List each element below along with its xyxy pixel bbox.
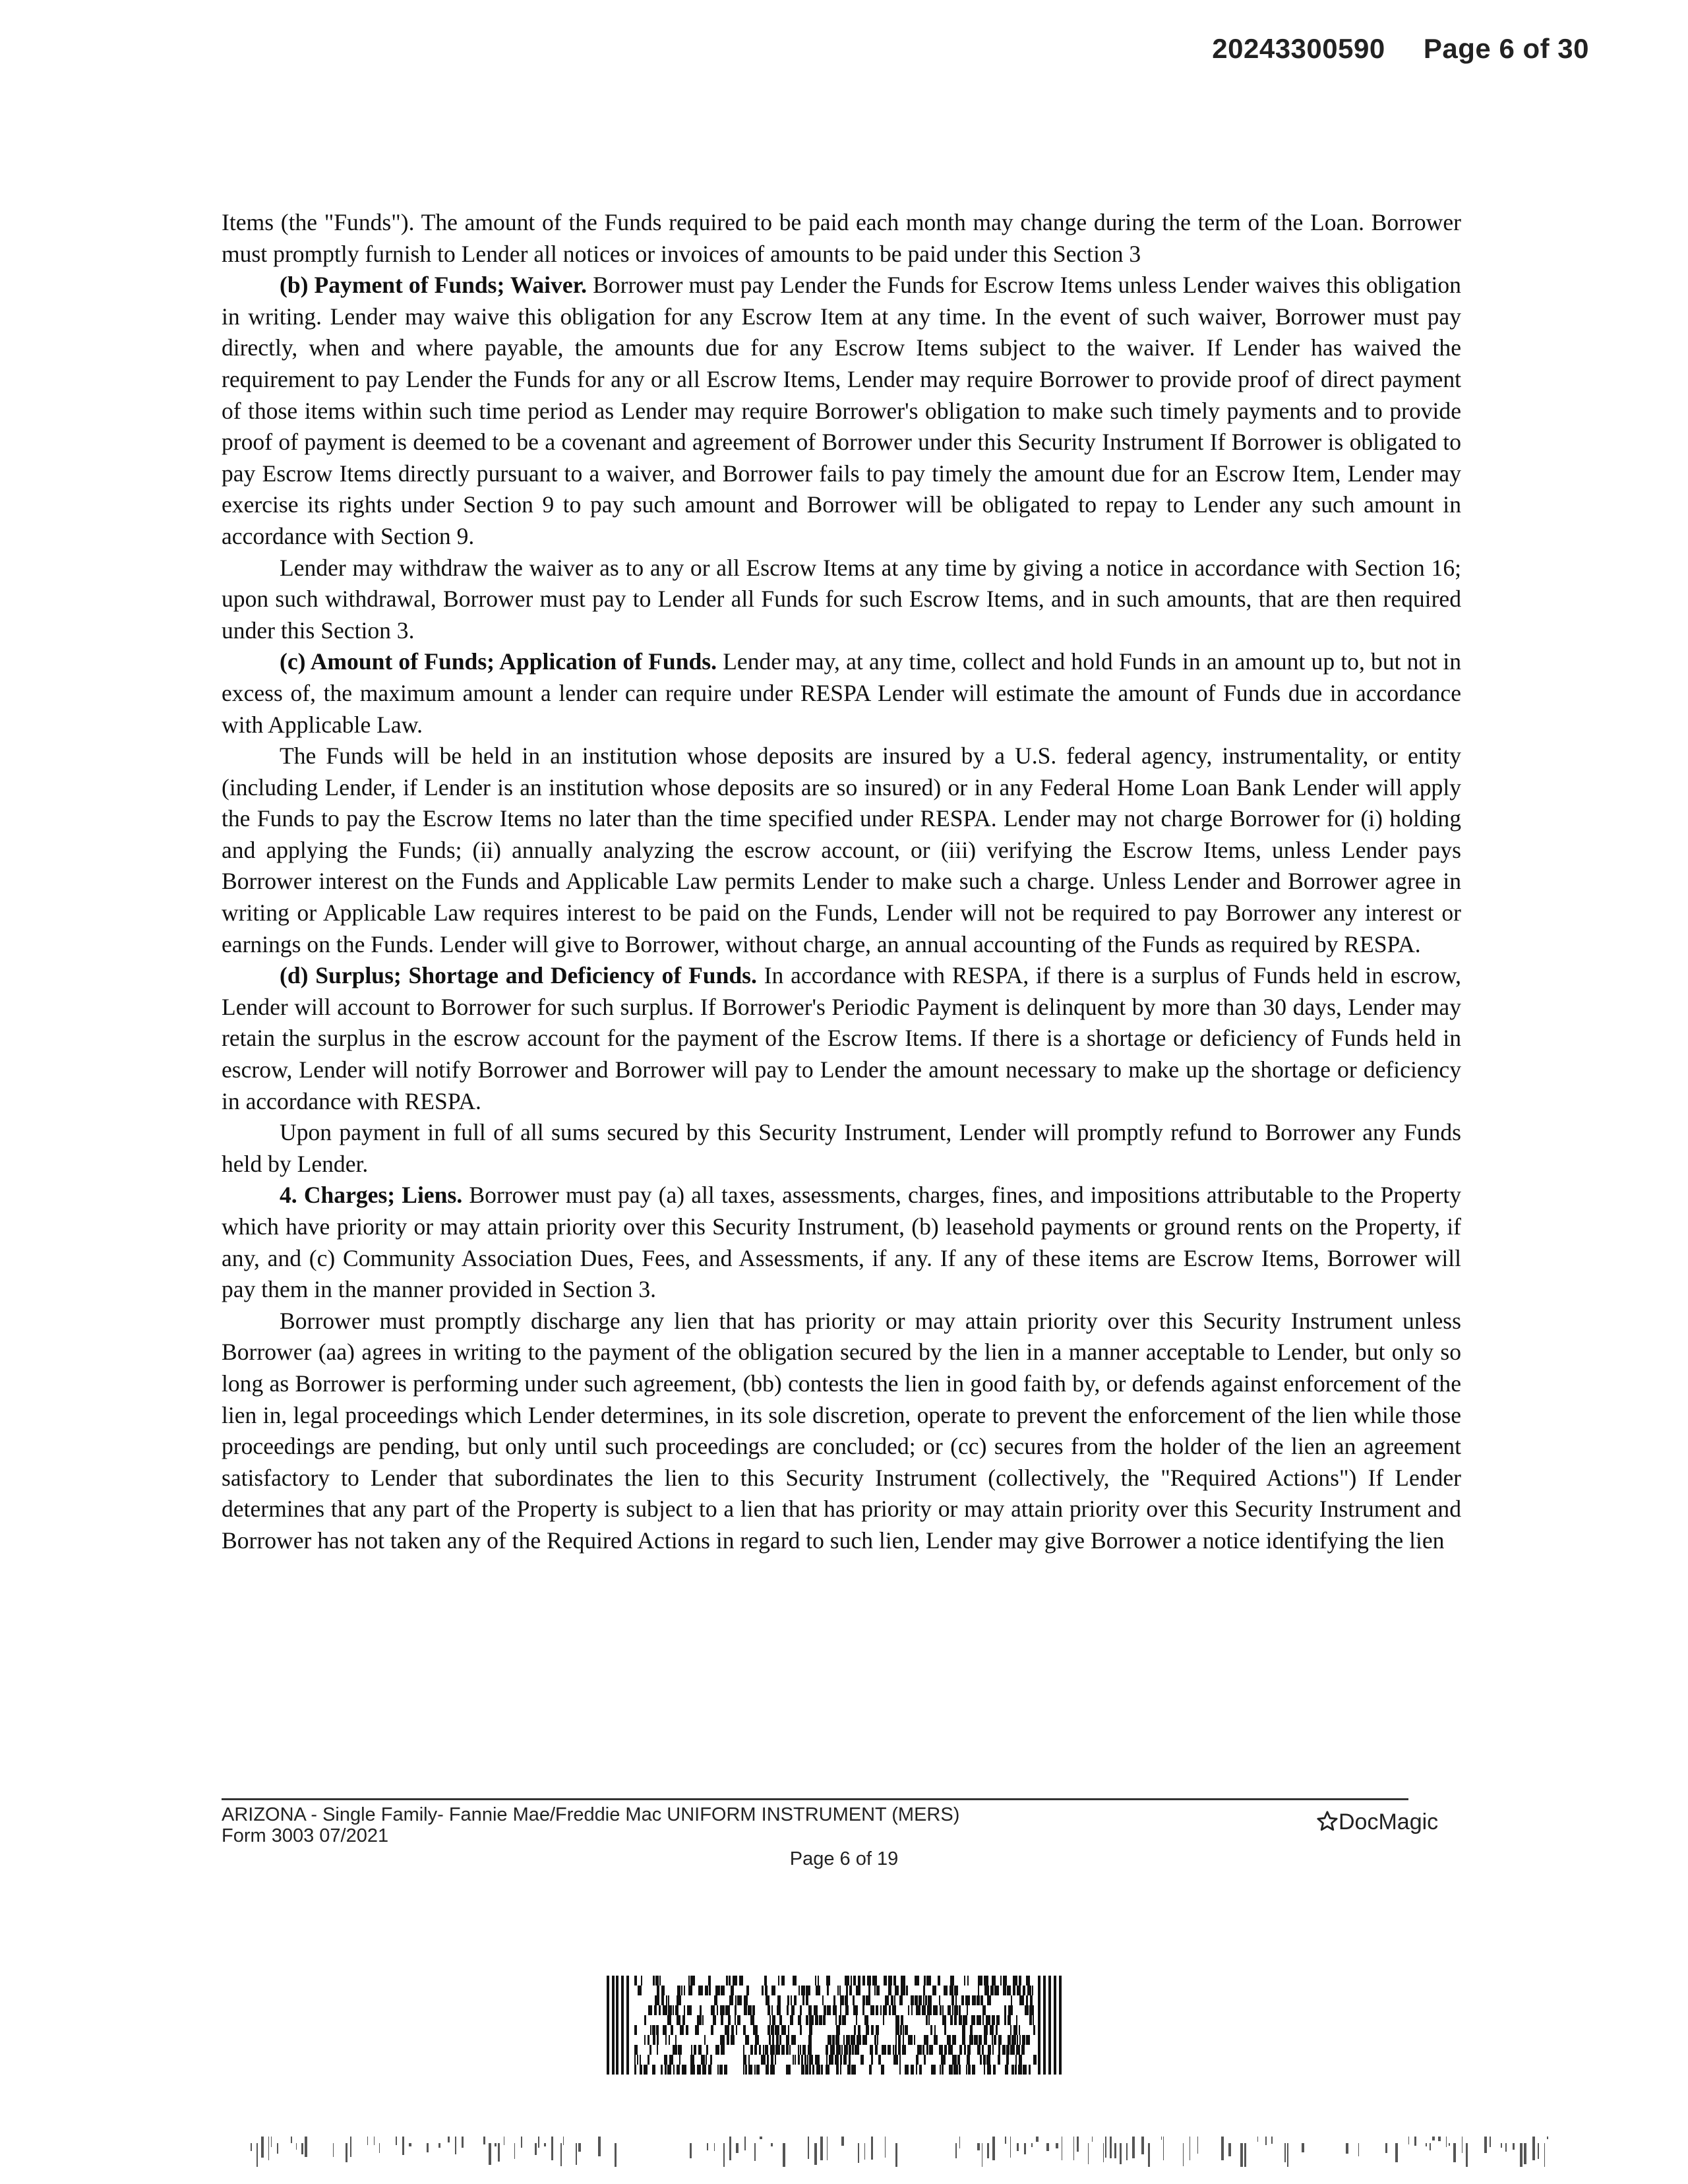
- paragraph: [222, 553, 1461, 647]
- footer-page-number: Page 6 of 19: [789, 1848, 899, 1869]
- barcode-icon: [607, 1976, 1062, 2075]
- section-heading: (d) Surplus; Shortage and Deficiency of Funds.: [280, 962, 757, 989]
- footer-form-info: [222, 1804, 959, 1846]
- paragraph-text: Upon payment in full of all sums secured by this Security Instrument, Lender will promptly refund to Borrower any Funds held by Lender.: [222, 1119, 1461, 1177]
- paragraph-text: The Funds will be held in an institution whose deposits are insured by a U.S. federal agency, instrumentality, or entity (including Lender, if Lender is an institution whose deposits are so insured) or in any Federal Home Loan Bank Lender will apply the Funds to pay the Escrow Items no later than the time specified under RESPA. Lender may not charge Borrower for (i) holding and applying the Funds; (ii) annually analyzing the escrow account, or (iii) verifying the Escrow Items, unless Lender pays Borrower interest on the Funds and Applicable Law permits Lender to make such a charge. Unless Lender and Borrower agree in writing or Applicable Law requires interest to be paid on the Funds, Lender will not be required to pay Borrower any interest or earnings on the Funds. Lender will give to Borrower, without charge, an annual accounting of the Funds as required by RESPA.: [222, 743, 1461, 957]
- paragraph: [222, 960, 1461, 1117]
- form-number: Form 3003 07/2021: [222, 1825, 389, 1846]
- footer-divider: [222, 1798, 1408, 1800]
- form-title: ARIZONA - Single Family- Fannie Mae/Freddie Mac UNIFORM INSTRUMENT (MERS): [222, 1804, 960, 1825]
- scan-artifact-strip: [251, 2134, 1556, 2167]
- paragraph-text: Items (the "Funds"). The amount of the Funds required to be paid each month may change during the term of the Loan. Borrower must promptly furnish to Lender all notices or invoices of amounts to be paid under this Section 3: [222, 209, 1461, 267]
- section-heading: (c) Amount of Funds; Application of Funds.: [280, 648, 717, 675]
- paragraph: [222, 1117, 1461, 1180]
- paragraph-text: Borrower must pay (a) all taxes, assessments, charges, fines, and impositions attributable to the Property which have priority or may attain priority over this Security Instrument, (b) leasehold payments or ground rents on the Property, if any, and (c) Community Association Dues, Fees, and Assessments, if any. If any of these items are Escrow Items, Borrower will pay them in the manner provided in Section 3.: [222, 1182, 1461, 1303]
- docmagic-logo: [1316, 1809, 1438, 1835]
- paragraph: [222, 741, 1461, 960]
- paragraph-text: Lender may, at any time, collect and hold Funds in an amount up to, but not in excess of, the maximum amount a lender can require under RESPA Lender will estimate the amount of Funds due in accordance with Applicable Law.: [222, 648, 1461, 738]
- paragraph: [222, 270, 1461, 552]
- logo-text: DocMagic: [1339, 1809, 1439, 1835]
- document-number: 20243300590: [1212, 33, 1385, 64]
- document-body: [222, 207, 1461, 1557]
- paragraph-text: Borrower must pay Lender the Funds for Escrow Items unless Lender waives this obligation in writing. Lender may waive this obligation for any Escrow Item at any time. In the event of such waiver, Borrower must pay directly, when and where payable, the amounts due for any Escrow Items subject to the waiver. If Lender has waived the requirement to pay Lender the Funds for any or all Escrow Items, Lender may require Borrower to provide proof of direct payment of those items within such time period as Lender may require Borrower's obligation to make such timely payments and to provide proof of payment is deemed to be a covenant and agreement of Borrower under this Security Instrument If Borrower is obligated to pay Escrow Items directly pursuant to a waiver, and Borrower fails to pay timely the amount due for an Escrow Item, Lender may exercise its rights under Section 9 to pay such amount and Borrower will be obligated to repay to Lender any such amount in accordance with Section 9.: [222, 272, 1461, 549]
- paragraph: [222, 1180, 1461, 1305]
- section-heading: (b) Payment of Funds; Waiver.: [280, 272, 588, 299]
- header-page-label: Page 6 of 30: [1423, 33, 1589, 64]
- paragraph-text: Borrower must promptly discharge any lien that has priority or may attain priority over this Security Instrument unless Borrower (aa) agrees in writing to the payment of the obligation secured by the lien in a manner acceptable to Lender, but only so long as Borrower is performing under such agreement, (bb) contests the lien in good faith by, or defends against enforcement of the lien in, legal proceedings which Lender determines, in its sole discretion, operate to prevent the enforcement of the lien while those proceedings are pending, but only until such proceedings are concluded; or (cc) secures from the holder of the lien an agreement satisfactory to Lender that subordinates the lien to this Security Instrument (collectively, the "Required Actions") If Lender determines that any part of the Property is subject to a lien that has priority or may attain priority over this Security Instrument and Borrower has not taken any of the Required Actions in regard to such lien, Lender may give Borrower a notice identifying the lien: [222, 1307, 1461, 1554]
- paragraph: [222, 646, 1461, 741]
- star-outline-icon: [1316, 1810, 1339, 1833]
- paragraph-text: In accordance with RESPA, if there is a surplus of Funds held in escrow, Lender will account to Borrower for such surplus. If Borrower's Periodic Payment is delinquent by more than 30 days, Lender may retain the surplus in the escrow account for the payment of the Escrow Items. If there is a shortage or deficiency of Funds held in escrow, Lender will notify Borrower and Borrower will pay to Lender the amount necessary to make up the shortage or deficiency in accordance with RESPA.: [222, 962, 1461, 1114]
- section-heading: 4. Charges; Liens.: [280, 1182, 463, 1209]
- page-header: [1212, 33, 1589, 65]
- paragraph: [222, 1306, 1461, 1557]
- paragraph-text: Lender may withdraw the waiver as to any or all Escrow Items at any time by giving a notice in accordance with Section 16; upon such withdrawal, Borrower must pay to Lender all Funds for such Escrow Items, and in such amounts, that are then required under this Section 3.: [222, 554, 1461, 644]
- paragraph: [222, 207, 1461, 270]
